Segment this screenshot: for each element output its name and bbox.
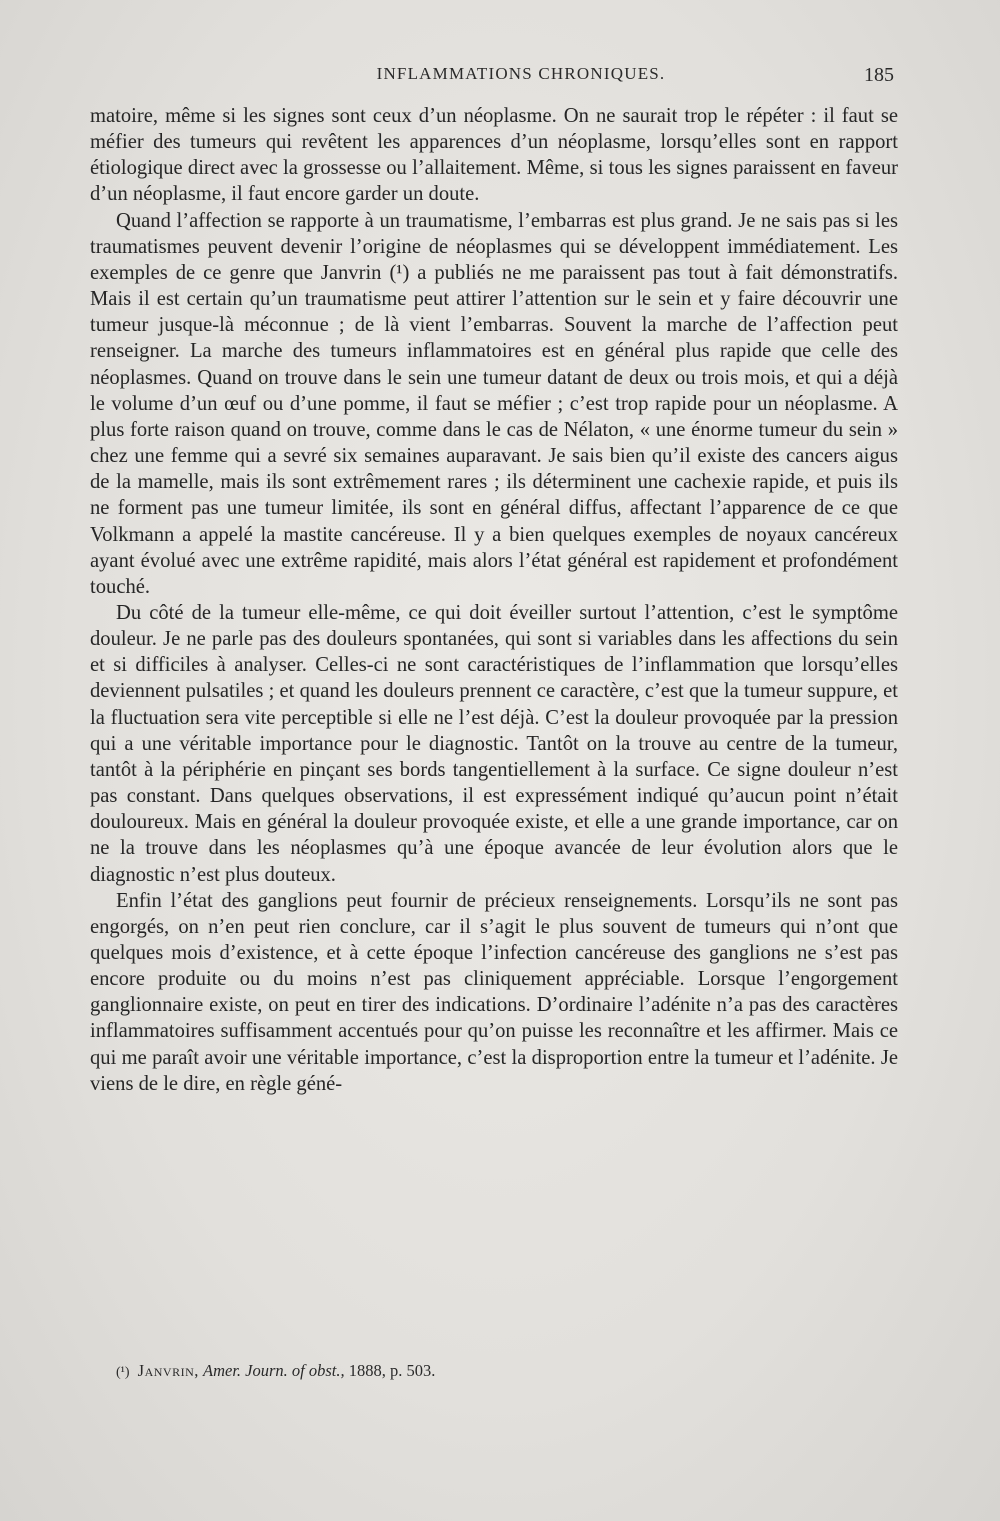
footnote-detail: 1888, p. 503.: [348, 1361, 436, 1380]
page-number: 185: [864, 64, 894, 86]
footnote: [116, 1361, 876, 1381]
paragraph-ganglions: Enfin l’état des ganglions peut fournir de précieux renseignements. Lorsqu’ils ne sont pas engorgés, on n’en peut rien conclure, car il s’agit le plus souvent de tumeurs qui n’ont que quelques mois d’existence, et à cette époque l’infection cancéreuse des ganglions ne s’est pas encore produite ou du moins n’est pas cliniquement appréciable. Lorsque l’engorgement ganglionnaire existe, on peut en tirer des indications. D’ordinaire l’adénite n’a pas des caractères inflammatoires suffisamment accentués pour qu’on puisse les reconnaître et les affirmer. Mais ce qui me paraît avoir une véritable importance, c’est la disproportion entre la tumeur et l’adénite. Je viens de le dire, en règle géné-: [90, 889, 898, 1095]
paragraph-continuation: matoire, même si les signes sont ceux d’un néoplasme. On ne saurait trop le répéter : il faut se méfier des tumeurs qui revêtent les apparences d’un néoplasme, lorsqu’elles sont en rapport étiologique direct avec la grossesse ou l’allaitement. Même, si tous les signes paraissent en faveur d’un néoplasme, il faut encore garder un doute.: [90, 105, 898, 206]
footnote-source: Amer. Journ. of obst.,: [203, 1361, 345, 1380]
footnote-marker: (¹): [116, 1365, 130, 1380]
body-text: [90, 103, 898, 1097]
running-header: [90, 64, 902, 94]
paragraph-traumatisme: Quand l’affection se rapporte à un traumatisme, l’embarras est plus grand. Je ne sais pas si les traumatismes peuvent devenir l’origine de néoplasmes qui se développent immédiatement. Les exemples de ce genre que Janvrin (¹) a publiés ne me paraissent pas tout à fait démonstratifs. Mais il est certain qu’un traumatisme peut attirer l’attention sur le sein et y faire découvrir une tumeur jusque-là méconnue ; de là vient l’embarras. Souvent la marche de l’affection peut renseigner. La marche des tumeurs inflammatoires est en général plus rapide que celle des néoplasmes. Quand on trouve dans le sein une tumeur datant de deux ou trois mois, et qui a déjà le volume d’un œuf ou d’une pomme, il faut se méfier ; c’est trop rapide pour un néoplasme. A plus forte raison quand on trouve, comme dans le cas de Nélaton, « une énorme tumeur du sein » chez une femme qui a sevré six semaines auparavant. Je sais bien qu’il existe des cancers aigus de la mamelle, mais ils sont extrêmement rares ; ils déterminent une cachexie rapide, et puis ils ne forment pas une tumeur limitée, ils sont en général diffus, affectant l’apparence de ce que Volkmann a appelé la mastite cancéreuse. Il y a bien quelques exemples de noyaux cancéreux ayant évolué avec une extrême rapidité, mais alors l’état général est rapidement et profondément touché.: [90, 209, 898, 598]
footnote-author: Janvrin,: [137, 1361, 199, 1380]
paragraph-douleur: Du côté de la tumeur elle-même, ce qui doit éveiller surtout l’attention, c’est le symptôme douleur. Je ne parle pas des douleurs spontanées, qui sont si variables dans les affections du sein et si difficiles à analyser. Celles-ci ne sont caractéristiques de l’inflammation que lorsqu’elles deviennent pulsatiles ; et quand les douleurs prennent ce caractère, c’est que la tumeur suppure, et la fluctuation sera vite perceptible si elle ne l’est déjà. C’est la douleur provoquée par la pression qui a une véritable importance pour le diagnostic. Tantôt on la trouve au centre de la tumeur, tantôt à la périphérie en pinçant ses bords tangentiellement à la surface. Ce signe douleur n’est pas constant. Dans quelques observations, il est expressément indiqué qu’aucun point n’était douloureux. Mais en général la douleur provoquée existe, et elle a une grande importance, car on ne la trouve dans les néoplasmes qu’à une époque avancée de leur évolution alors que le diagnostic n’est plus douteux.: [90, 601, 898, 886]
running-title: INFLAMMATIONS CHRONIQUES.: [376, 64, 666, 83]
